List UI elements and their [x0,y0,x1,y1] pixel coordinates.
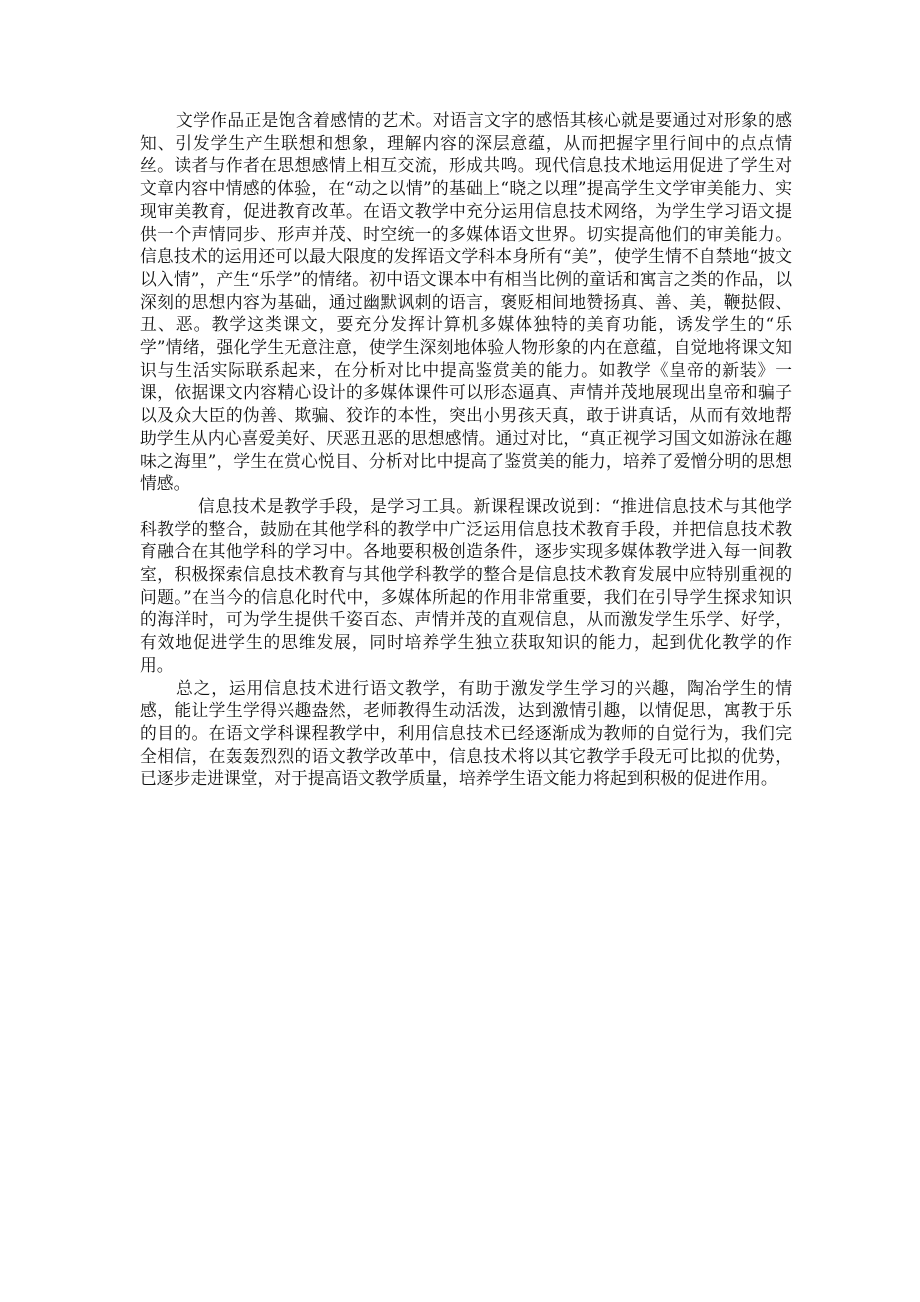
paragraph-1: 文学作品正是饱含着感情的艺术。对语言文字的感悟其核心就是要通过对形象的感知、引发学生产生联想和想象，理解内容的深层意蕴，从而把握字里行间中的点点情丝。读者与作者在思想感情上相互交流，形成共鸣。现代信息技术地运用促进了学生对文章内容中情感的体验，在“动之以情”的基础上“晓之以理”提高学生文学审美能力、实现审美教育，促进教育改革。在语文教学中充分运用信息技术网络，为学生学习语文提供一个声情同步、形声并茂、时空统一的多媒体语文世界。切实提高他们的审美能力。信息技术的运用还可以最大限度的发挥语文学科本身所有“美”，使学生情不自禁地“披文以入情”，产生“乐学”的情绪。初中语文课本中有相当比例的童话和寓言之类的作品，以深刻的思想内容为基础，通过幽默讽刺的语言，褒贬相间地赞扬真、善、美，鞭挞假、丑、恶。教学这类课文，要充分发挥计算机多媒体独特的美育功能，诱发学生的“乐学”情绪，强化学生无意注意，使学生深刻地体验人物形象的内在意蕴，自觉地将课文知识与生活实际联系起来，在分析对比中提高鉴赏美的能力。如教学《皇帝的新装》一课，依据课文内容精心设计的多媒体课件可以形态逼真、声情并茂地展现出皇帝和骗子以及众大臣的伪善、欺骗、狡诈的本性，突出小男孩天真，敢于讲真话，从而有效地帮助学生从内心喜爱美好、厌恶丑恶的思想感情。通过对比，“真正视学习国文如游泳在趣味之海里”，学生在赏心悦目、分析对比中提高了鉴赏美的能力，培养了爱憎分明的思想情感。 [140,110,792,494]
paragraph-3: 总之，运用信息技术进行语文教学，有助于激发学生学习的兴趣，陶冶学生的情感，能让学生学得兴趣盎然，老师教得生动活泼，达到激情引趣，以情促思，寓教于乐的目的。在语文学科课程教学中，利用信息技术已经逐渐成为教师的自觉行为，我们完全相信，在轰轰烈烈的语文教学改革中，信息技术将以其它教学手段无可比拟的优势，已逐步走进课堂，对于提高语文教学质量，培养学生语文能力将起到积极的促进作用。 [140,677,792,789]
paragraph-2: 信息技术是教学手段，是学习工具。新课程课改说到：“推进信息技术与其他学科教学的整合，鼓励在其他学科的教学中广泛运用信息技术教育手段，并把信息技术教育融合在其他学科的学习中。各地要积极创造条件，逐步实现多媒体教学进入每一间教室，积极探索信息技术教育与其他学科教学的整合是信息技术教育发展中应特别重视的问题。”在当今的信息化时代中，多媒体所起的作用非常重要，我们在引导学生探求知识的海洋时，可为学生提供千姿百态、声情并茂的直观信息，从而激发学生乐学、好学，有效地促进学生的思维发展，同时培养学生独立获取知识的能力，起到优化教学的作用。 [140,495,792,675]
document-page [140,109,792,790]
